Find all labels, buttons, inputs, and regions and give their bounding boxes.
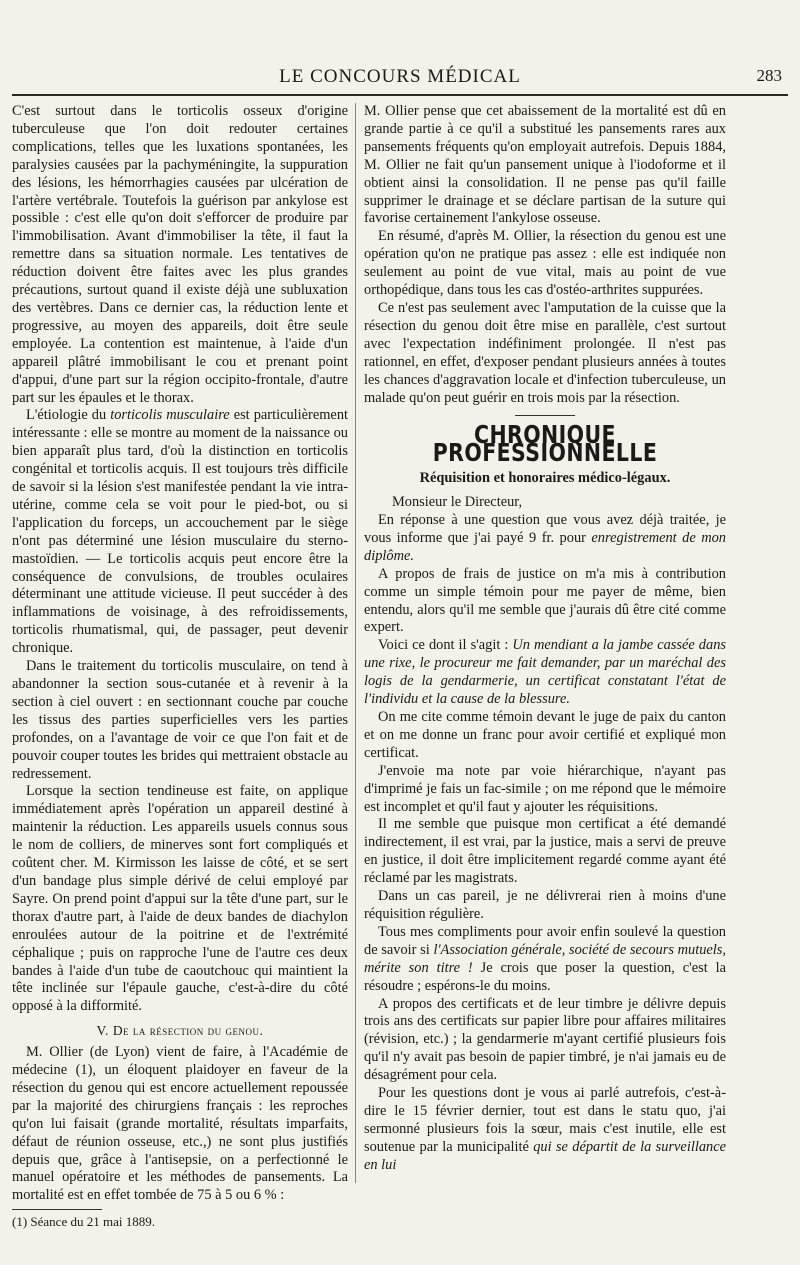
paragraph: Lorsque la section tendineuse est faite, on applique immédiatement après l'opération un appareil destiné à maintenir la réduction. Les appareils usuels connus sous le nom de colliers, de minerves sont fort compliqués et coûtent cher. M. Kirmisson les laisse de côté, et se sert d'un bandage plus simple dérivé de celui employé par Sayre. On prend point d'appui sur la tête d'une part, sur le thorax d'autre part, à l'aide de deux bandes de diachylon enroulées autour de la poitrine et de l'extrémité céphalique ; puis on rapproche l'une de l'autre ces deux bandes à l'aide d'un tube de caoutchouc qui maintient la tête inclinée sur l'épaule gauche, c'est-à-dire du côté opposé à la difformité. (12, 783, 348, 1015)
section-heading: V. De la résection du genou. (96, 1023, 264, 1039)
footnote: (1) Séance du 21 mai 1889. (12, 1214, 155, 1230)
section-separator (515, 415, 575, 416)
paragraph: J'envoie ma note par voie hiérarchique, n'ayant pas d'imprimé je fais un fac-simile ; on me répond que le mémoire est incomplet et qu'il faut y ajouter les réquisitions. (364, 762, 726, 815)
paragraph: Tous mes compliments pour avoir enfin soulevé la question de savoir si l'Association générale, société de secours mutuels, mérite son titre ! Je crois que poser la question, c'est la résoudre ; espérons-le du moins. (364, 923, 726, 994)
paragraph: Ce n'est pas seulement avec l'amputation de la cuisse que la résection du genou doit être mise en parallèle, c'est surtout avec l'expectation indéfiniment prolongée. Il n'est pas rationnel, en effet, d'exposer pendant plusieurs années à toutes les chances d'aggravation locale et d'infection tuberculeuse, un malade qu'on peut guérir en trois mois par la résection. (364, 299, 726, 406)
paragraph: M. Ollier pense que cet abaissement de la mortalité est dû en grande partie à ce qu'il a substitué les pansements rares aux pansements fréquents qu'on employait autrefois. Depuis 1884, M. Ollier ne fait qu'un pansement unique à l'iodoforme et il obtient ainsi la consolidation. Il ne pense pas qu'il faille supprimer le drainage et se déclare partisan de la suture qui favorise certainement l'ankylose osseuse. (364, 103, 726, 227)
journal-title: LE CONCOURS MÉDICAL (279, 66, 521, 87)
paragraph: M. Ollier (de Lyon) vient de faire, à l'Académie de médecine (1), un éloquent plaidoyer en faveur de la résection du genou qui est encore actuellement repoussée par la majorité des chirurgiens français : les reproches qu'on lui faisait (grande mortalité, résultats imparfaits, défaut de réunion osseuse, etc.,) ne sont plus justifiés depuis que, grâce à l'antisepsie, on a perfectionné le manuel opératoire et les méthodes de pansements. La mortalité est en effet tombée de 75 à 5 ou 6 % : (12, 1044, 348, 1204)
section-title: CHRONIQUE PROFESSIONNELLE (432, 420, 658, 468)
paragraph: En réponse à une question que vous avez déjà traitée, je vous informe que j'ai payé 9 fr. pour enregistrement de mon diplôme. (364, 512, 726, 564)
paragraph: Il me semble que puisque mon certificat a été demandé indirectement, il est vrai, par la justice, mais a servi de preuve en justice, il doit être implicitement regardé comme ayant été réclamé par les magistrats. (364, 816, 726, 887)
paragraph: En résumé, d'après M. Ollier, la résection du genou est une opération qu'on ne pratique pas assez : elle est indiquée non seulement au point de vue vital, mais au point de vue orthopédique, dans tous les cas d'ostéo-arthrites suppurées. (364, 228, 726, 299)
paragraph: L'étiologie du torticolis musculaire est particulièrement intéressante : elle se montre au moment de la naissance ou bien apparaît plus tard, d'où la distinction en torticolis congénital et torticolis acquis. Il est toujours très difficile de savoir si la lésion s'est manifestée pendant la vie intra-utérine, comme cela se voit pour le pied-bot, ou si l'application du forceps, un accouchement par le siège n'ont pas déterminé une lésion musculaire du sterno-mastoïdien. — Le torticolis acquis peut encore être la conséquence de convulsions, de troubles oculaires déterminant une attitude vicieuse. Il peut succéder à des inflammations de voisinage, à des refroidissements, torticolis rhumatismal, qui, de passager, peut devenir chronique. (12, 407, 349, 657)
article-subtitle: Réquisition et honoraires médico-légaux. (419, 470, 671, 487)
page-number: 283 (756, 66, 782, 85)
paragraph: A propos des certificats et de leur timbre je délivre depuis trois ans des certificats sur papier libre pour affaires militaires (révision, etc.) ; la gendarmerie m'ayant certifié plusieurs fois qu'il n'y avait pas besoin de papier timbré, je n'ai jamais eu de désagrément pour cela. (364, 995, 726, 1084)
salutation: Monsieur le Directeur, (392, 494, 523, 511)
page-header (12, 60, 788, 96)
paragraph: C'est surtout dans le torticolis osseux d'origine tuberculeuse que l'on doit redouter certaines complications, telles que les luxations spontanées, les paralysies causées par la pachyméningite, la suppuration des lésions, les hémorrhagies causées par ulcération de l'artère vertébrale. Toutefois la guérison par ankylose est possible : c'est elle qu'on doit s'efforcer de produire par l'immobilisation. Avant d'immobiliser la tête, il faut la remettre dans sa situation normale. Les tentatives de réduction doivent être faites avec les plus grandes précautions, surtout quand il existe déjà une subluxation des vertèbres. Dans ce dernier cas, la réduction lente et progressive, au moyen des appareils, doit être seule employée. La contention est maintenue, à l'aide d'un appareil plâtré immobilisant le cou et prenant point d'appui, d'une part sur la région occipito-frontale, d'autre part sur les épaules et le thorax. (12, 103, 348, 406)
paragraph: On me cite comme témoin devant le juge de paix du canton et on me donne un franc pour avoir certifié et expliqué mon certificat. (364, 709, 726, 761)
column-divider (355, 103, 356, 1183)
right-column (364, 103, 726, 1175)
paragraph: Dans un cas pareil, je ne délivrerai rien à moins d'une réquisition régulière. (364, 888, 726, 922)
paragraph: A propos de frais de justice on m'a mis à contribution comme un simple témoin pour me payer de même, bien entendu, alors qu'il me semble que j'aurais dû être cité comme expert. (364, 565, 726, 636)
paragraph: Pour les questions dont je vous ai parlé autrefois, c'est-à-dire le 15 février dernier, tout est dans le statu quo, j'ai sermonné plusieurs fois la sœur, mais c'est inutile, elle est soutenue par la municipalité qui se départit de la surveillance en lui (364, 1085, 726, 1173)
footnote-rule (12, 1209, 102, 1210)
paragraph: Dans le traitement du torticolis musculaire, on tend à abandonner la section sous-cutanée et à revenir à la section à ciel ouvert : en sectionnant couche par couche les tissus des parties superficielles vers les parties profondes, on a l'avantage de voir ce que l'on fait et de pouvoir couper toutes les brides qui mettraient obstacle au redressement. (12, 658, 348, 782)
paragraph: Voici ce dont il s'agit : Un mendiant a la jambe cassée dans une rixe, le procureur me fait demander, par un maréchal des logis de la gendarmerie, un certificat constatant l'état de l'individu et la cause de la blessure. (364, 637, 726, 708)
left-column (12, 103, 348, 1231)
